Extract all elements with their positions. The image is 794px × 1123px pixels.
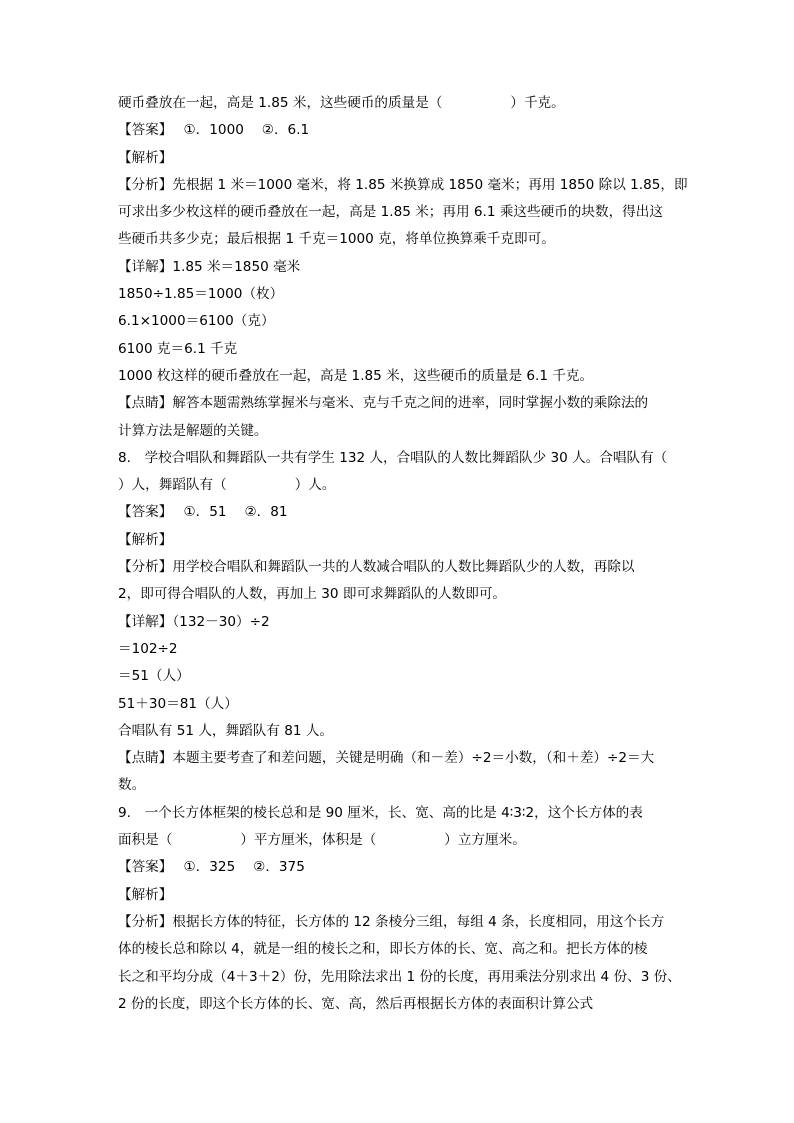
- text-line: 【答案】 ①．325 ②．375: [118, 859, 305, 876]
- text-line: ＝102÷2: [118, 640, 178, 657]
- text-line: ＝51（人）: [118, 668, 190, 685]
- text-line: 【答案】 ①．1000 ②．6.1: [118, 122, 310, 139]
- text-line: 【解析】: [118, 149, 173, 166]
- text-line: 计算方法是解题的关键。: [118, 422, 268, 439]
- text-line: 【详解】（132－30）÷2: [118, 613, 270, 630]
- text-line: 【解析】: [118, 886, 173, 903]
- text-line: 【答案】 ①．51 ②．81: [118, 504, 288, 521]
- text-line: 2 份的长度，即这个长方体的长、宽、高，然后再根据长方体的表面积计算公式: [118, 995, 594, 1012]
- text-line: 可求出多少枚这样的硬币叠放在一起，高是 1.85 米；再用 6.1 乘这些硬币的块数，得出这: [118, 204, 663, 221]
- text-line: 【分析】根据长方体的特征，长方体的 12 条棱分三组，每组 4 条，长度相同，用这个长方: [118, 913, 665, 930]
- text-line: 体的棱长总和除以 4，就是一组的棱长之和，即长方体的长、宽、高之和。把长方体的棱: [118, 941, 648, 958]
- text-line: 1000 枚这样的硬币叠放在一起，高是 1.85 米，这些硬币的质量是 6.1 千克。: [118, 367, 594, 384]
- document-body: [118, 90, 698, 1018]
- text-line: 【点睛】解答本题需熟练掌握米与毫米、克与千克之间的进率，同时掌握小数的乘除法的: [118, 395, 649, 412]
- text-line: 8. 学校合唱队和舞蹈队一共有学生 132 人，合唱队的人数比舞蹈队少 30 人。合唱队有（: [118, 449, 668, 466]
- text-line: 【分析】用学校合唱队和舞蹈队一共的人数减合唱队的人数比舞蹈队少的人数，再除以: [118, 559, 635, 576]
- text-line: ）人，舞蹈队有（ ）人。: [118, 477, 336, 494]
- text-line: 【详解】1.85 米＝1850 毫米: [118, 258, 301, 275]
- text-line: 【点睛】本题主要考查了和差问题，关键是明确（和－差）÷2＝小数，（和＋差）÷2＝大: [118, 750, 655, 767]
- text-line: 长之和平均分成（4＋3＋2）份，先用除法求出 1 份的长度，再用乘法分别求出 4 份、3 份、: [118, 968, 681, 985]
- text-line: 数。: [118, 777, 146, 794]
- text-line: 6100 克＝6.1 千克: [118, 340, 238, 357]
- text-line: 合唱队有 51 人，舞蹈队有 81 人。: [118, 722, 334, 739]
- text-line: 9. 一个长方体框架的棱长总和是 90 厘米，长、宽、高的比是 4∶3∶2，这个长方体的表: [118, 804, 643, 821]
- text-line: 【分析】先根据 1 米＝1000 毫米，将 1.85 米换算成 1850 毫米；再用 1850 除以 1.85，即: [118, 176, 688, 193]
- text-line: 【解析】: [118, 531, 173, 548]
- text-line: 51＋30＝81（人）: [118, 695, 238, 712]
- text-line: 硬币叠放在一起，高是 1.85 米，这些硬币的质量是（ ）千克。: [118, 95, 565, 111]
- text-line: 些硬币共多少克；最后根据 1 千克＝1000 克，将单位换算乘千克即可。: [118, 231, 555, 248]
- text-line: 面积是（ ）平方厘米，体积是（ ）立方厘米。: [118, 832, 526, 849]
- text-line: 2，即可得合唱队的人数，再加上 30 即可求舞蹈队的人数即可。: [118, 586, 507, 603]
- text-line: 1850÷1.85＝1000（枚）: [118, 286, 284, 303]
- text-line: 6.1×1000＝6100（克）: [118, 313, 275, 330]
